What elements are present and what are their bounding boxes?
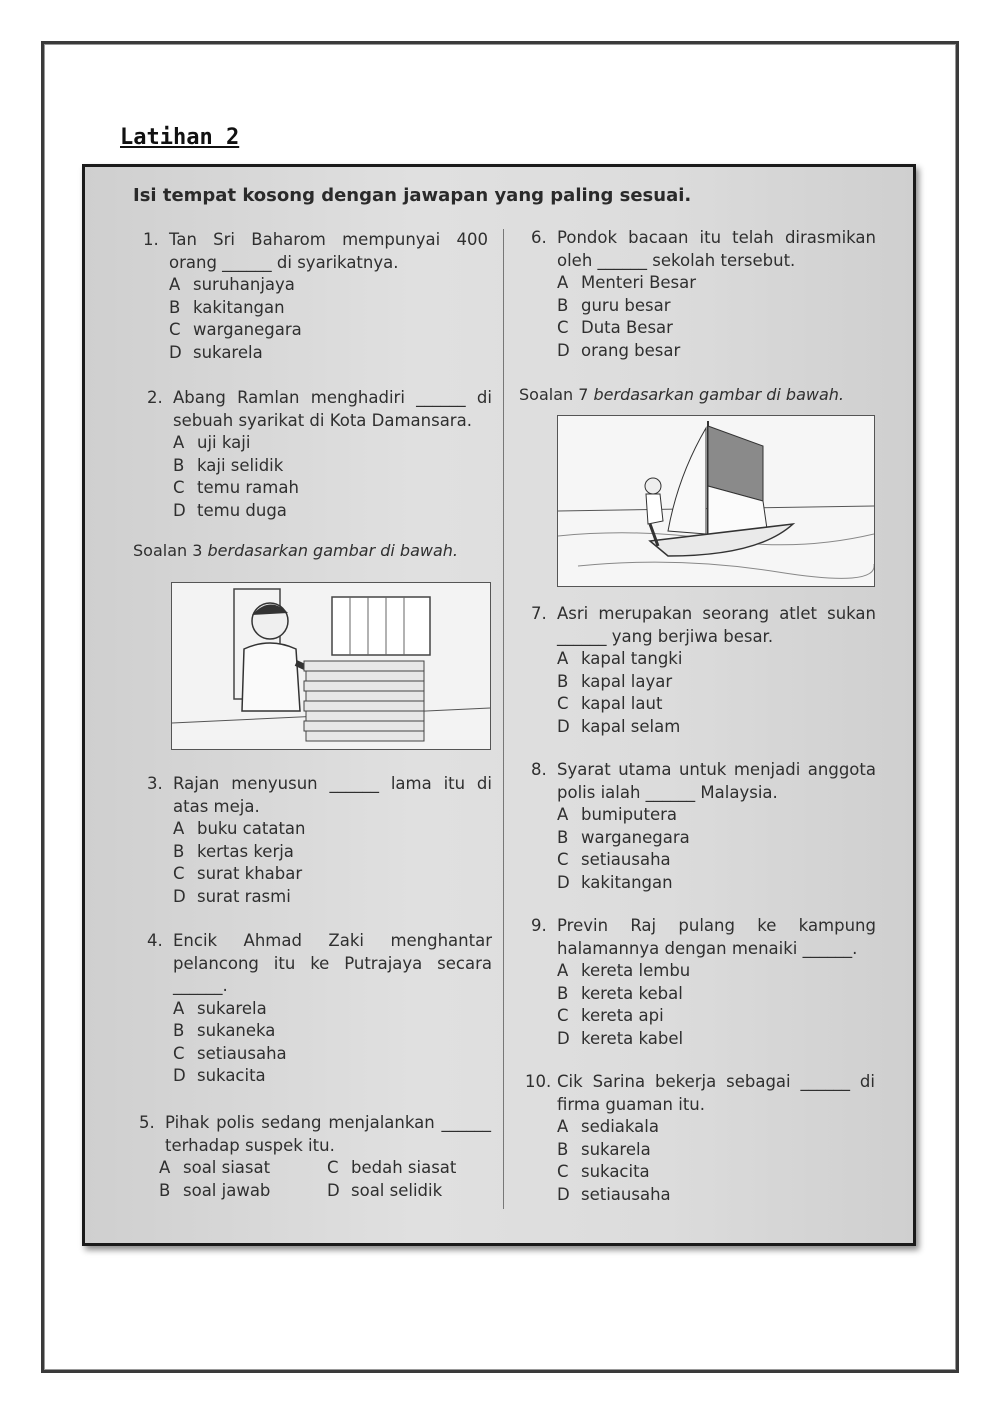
option[interactable]: D orang besar xyxy=(557,340,681,360)
question-4: 4. Encik Ahmad Zaki menghantar pelancong itu ke Putrajaya secara ______. A sukarela B sukaneka C setiausaha D sukacita xyxy=(147,930,492,1088)
option[interactable]: A buku catatan xyxy=(173,819,306,838)
option[interactable]: B kertas kerja xyxy=(173,841,294,861)
soalan-7-reference: Soalan 7 berdasarkan gambar di bawah. xyxy=(519,385,844,404)
option[interactable]: A uji kaji xyxy=(173,433,251,452)
question-7: 7. Asri merupakan seorang atlet sukan ______ yang berjiwa besar. A kapal tangki B kapal layar C kapal laut D kapal selam xyxy=(531,603,876,738)
soalan-3-reference: Soalan 3 berdasarkan gambar di bawah. xyxy=(133,541,458,560)
option[interactable]: D surat rasmi xyxy=(173,886,291,906)
worksheet-photo xyxy=(82,164,916,1246)
option[interactable]: A soal siasat xyxy=(159,1158,271,1177)
question-10: 10. Cik Sarina bekerja sebagai ______ di firma guaman itu. A sediakala B sukarela C sukacita D setiausaha xyxy=(525,1071,875,1206)
option[interactable]: C Duta Besar xyxy=(557,318,673,337)
option[interactable]: C setiausaha xyxy=(557,850,671,869)
option[interactable]: C temu ramah xyxy=(173,478,299,497)
option[interactable]: C sukacita xyxy=(557,1162,650,1181)
option[interactable]: C kapal laut xyxy=(557,694,663,713)
option[interactable]: D kereta kabel xyxy=(557,1028,684,1048)
boy-with-newspapers-illustration xyxy=(172,583,490,749)
option[interactable]: C warganegara xyxy=(169,320,302,339)
option[interactable]: D kapal selam xyxy=(557,716,681,736)
option[interactable]: A sediakala xyxy=(557,1117,659,1136)
question-5: 5. Pihak polis sedang menjalankan ______ terhadap suspek itu. A soal siasat C bedah siasat B soal jawab D soal selidik xyxy=(139,1112,491,1202)
question-3-picture xyxy=(171,582,491,750)
option[interactable]: B kakitangan xyxy=(169,297,285,317)
option[interactable]: D soal selidik xyxy=(327,1180,443,1200)
option[interactable]: A sukarela xyxy=(173,998,267,1018)
sailboat-illustration xyxy=(558,416,874,586)
question-9: 9. Previn Raj pulang ke kampung halamannya dengan menaiki ______. A kereta lembu B kereta kebal C kereta api D kereta kabel xyxy=(531,915,876,1050)
option[interactable]: B kaji selidik xyxy=(173,455,284,475)
question-1: 1. Tan Sri Baharom mempunyai 400 orang ______ di syarikatnya. A suruhanjaya B kakitangan C warganegara D sukarela xyxy=(143,229,488,364)
option[interactable]: A kapal tangki xyxy=(557,649,683,668)
option[interactable]: A Menteri Besar xyxy=(557,273,697,292)
option[interactable]: C kereta api xyxy=(557,1006,664,1025)
option[interactable]: B kereta kebal xyxy=(557,983,683,1003)
option[interactable]: D kakitangan xyxy=(557,872,673,892)
question-2: 2. Abang Ramlan menghadiri ______ di sebuah syarikat di Kota Damansara. A uji kaji B kaji selidik C temu ramah D temu duga xyxy=(147,387,492,522)
option[interactable]: D sukacita xyxy=(173,1066,266,1085)
option[interactable]: C surat khabar xyxy=(173,864,303,883)
option[interactable]: B sukarela xyxy=(557,1139,651,1159)
column-divider xyxy=(503,229,504,1209)
option[interactable]: A bumiputera xyxy=(557,805,678,824)
option[interactable]: C setiausaha xyxy=(173,1043,287,1063)
option[interactable]: D temu duga xyxy=(173,500,287,520)
question-6: 6. Pondok bacaan itu telah dirasmikan oleh ______ sekolah tersebut. A Menteri Besar B guru besar C Duta Besar D orang besar xyxy=(531,227,876,362)
options-list xyxy=(169,274,488,364)
option[interactable]: B soal jawab xyxy=(159,1180,271,1200)
question-3: 3. Rajan menyusun ______ lama itu di atas meja. A buku catatan B kertas kerja C surat khabar D surat rasmi xyxy=(147,773,492,908)
question-7-picture xyxy=(557,415,875,587)
option[interactable]: D setiausaha xyxy=(557,1184,671,1204)
option[interactable]: B warganegara xyxy=(557,827,690,847)
option[interactable]: B kapal layar xyxy=(557,671,673,691)
option[interactable]: A kereta lembu xyxy=(557,961,691,980)
instruction-text: Isi tempat kosong dengan jawapan yang paling sesuai. xyxy=(133,185,692,206)
option[interactable]: D sukarela xyxy=(169,342,263,362)
page-title: Latihan 2 xyxy=(120,125,240,150)
option[interactable]: A suruhanjaya xyxy=(169,275,295,294)
question-8: 8. Syarat utama untuk menjadi anggota polis ialah ______ Malaysia. A bumiputera B warganegara C setiausaha D kakitangan xyxy=(531,759,876,894)
option[interactable]: B sukaneka xyxy=(173,1021,276,1040)
option[interactable]: C bedah siasat xyxy=(327,1158,457,1177)
option[interactable]: B guru besar xyxy=(557,295,671,315)
